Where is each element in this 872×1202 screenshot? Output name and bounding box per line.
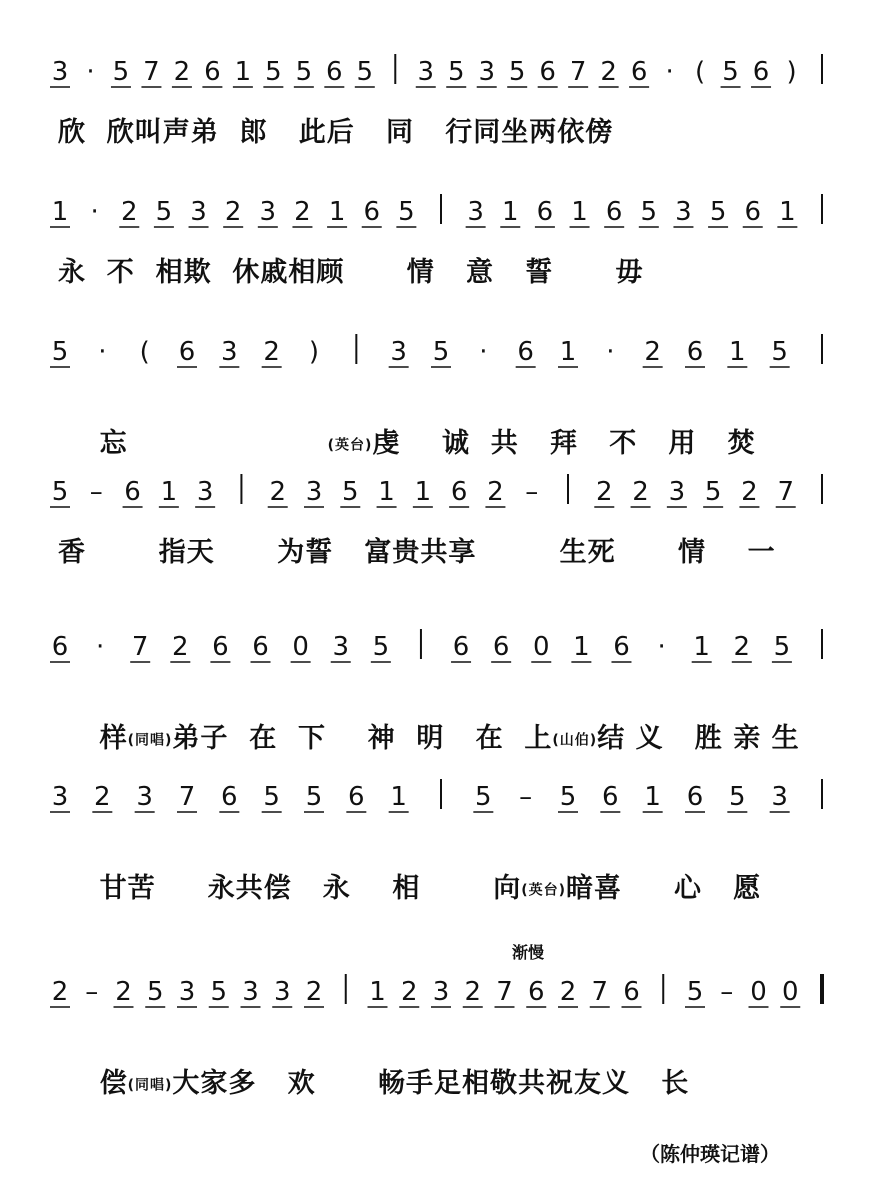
lyric-text: 甘苦 永共偿 永 相 向	[99, 873, 522, 904]
note-symbol: 2	[173, 57, 191, 87]
note-symbol: 5	[305, 782, 323, 812]
note-symbol: 1	[644, 782, 661, 812]
note-symbol: 2	[269, 477, 286, 507]
note-symbol: 6	[536, 197, 554, 227]
note-symbol: 3	[417, 57, 435, 87]
note-symbol: 6	[363, 197, 381, 227]
lyric-text: 大家多 欢 畅手足相敬共祝友义 长	[172, 1068, 690, 1099]
notation-row-5	[0, 615, 872, 675]
note-symbol: )	[308, 337, 320, 367]
note-symbol: –	[89, 477, 103, 507]
note-symbol: 2	[94, 782, 111, 812]
lyrics-row-2: 永 不 相欺 休戚相顾 情 意 誓 毋	[58, 257, 644, 288]
note-symbol: 6	[326, 57, 343, 87]
score-line-1	[0, 40, 872, 150]
note-symbol: 6	[630, 57, 648, 87]
note-symbol: 2	[51, 977, 69, 1007]
note-symbol: 7	[569, 57, 587, 87]
note-symbol: 7	[591, 977, 609, 1007]
note-symbol: 2	[294, 197, 311, 227]
note-symbol: 0	[781, 977, 799, 1007]
note-symbol: 2	[487, 477, 504, 507]
note-symbol: 3	[190, 197, 207, 227]
note-symbol: 5	[722, 57, 739, 87]
score-line-3	[0, 320, 872, 459]
note-symbol: ·	[657, 632, 666, 662]
notation-row-4	[0, 460, 872, 520]
score-line-4	[0, 460, 872, 570]
note-symbol: 1	[328, 197, 346, 227]
note-symbol: 2	[559, 977, 577, 1007]
note-symbol: 6	[221, 782, 238, 812]
note-symbol: 3	[136, 782, 153, 812]
note-symbol: 1	[559, 337, 577, 367]
note-symbol: 2	[263, 337, 280, 367]
note-symbol: 2	[400, 977, 418, 1007]
note-symbol: ·	[606, 337, 615, 367]
note-symbol: 3	[305, 477, 323, 507]
tempo-marking: 渐慢	[512, 943, 545, 962]
note-symbol: 6	[539, 57, 556, 87]
note-symbol: –	[720, 977, 734, 1007]
note-symbol: (	[695, 57, 706, 87]
note-symbol: 6	[752, 57, 770, 87]
note-symbol: 7	[178, 782, 196, 812]
note-symbol: 3	[675, 197, 692, 227]
note-symbol: 2	[305, 977, 323, 1007]
note-symbol: 3	[196, 477, 214, 507]
note-symbol: 6	[252, 632, 269, 662]
note-symbol: 3	[221, 337, 238, 367]
score-line-7	[0, 960, 872, 1099]
lyrics-row-7	[58, 1030, 689, 1131]
note-symbol: 3	[332, 632, 350, 662]
transcriber-credit: （陈仲瑛记谱）	[640, 1142, 780, 1166]
note-symbol: 3	[51, 57, 69, 87]
note-symbol: 6	[348, 782, 365, 812]
lyric-text: 虔 诚 共 拜 不 用 焚	[372, 428, 756, 459]
note-symbol: 3	[771, 782, 788, 812]
note-symbol: 3	[273, 977, 291, 1007]
note-symbol: 5	[773, 632, 791, 662]
note-symbol: 5	[432, 337, 450, 367]
role-label: (英台)	[521, 882, 567, 899]
note-symbol: 6	[602, 782, 619, 812]
note-symbol: 6	[686, 782, 704, 812]
note-symbol: ·	[95, 632, 105, 662]
note-symbol: 5	[372, 632, 390, 662]
note-symbol: ·	[98, 337, 107, 367]
note-symbol: 3	[178, 977, 196, 1007]
notation-row-1	[0, 40, 872, 100]
lyrics-row-1: 欣 欣叫声弟 郎 此后 同 行同坐两依傍	[58, 117, 614, 148]
lyric-text: 结 义 胜 亲 生	[597, 723, 800, 754]
note-symbol: 3	[668, 477, 686, 507]
note-symbol: 5	[146, 977, 164, 1007]
note-symbol: 6	[450, 477, 468, 507]
note-symbol: 2	[464, 977, 482, 1007]
note-symbol: 7	[143, 57, 160, 87]
note-symbol: 3	[478, 57, 495, 87]
note-symbol: 5	[356, 57, 374, 87]
note-symbol: 2	[632, 477, 649, 507]
note-symbol: ·	[665, 57, 674, 87]
note-symbol: 6	[212, 632, 229, 662]
note-symbol: 5	[704, 477, 722, 507]
note-symbol: 1	[729, 337, 746, 367]
note-symbol: 1	[234, 57, 252, 87]
note-symbol: 6	[623, 977, 640, 1007]
note-symbol: 5	[51, 337, 69, 367]
note-symbol: )	[786, 57, 797, 87]
note-symbol: 0	[292, 632, 309, 662]
score-line-5	[0, 615, 872, 754]
note-symbol: 1	[693, 632, 710, 662]
note-symbol: 6	[613, 632, 630, 662]
note-symbol: 1	[51, 197, 69, 227]
note-symbol: 7	[496, 977, 513, 1007]
note-symbol: 2	[644, 337, 661, 367]
note-symbol: 5	[508, 57, 526, 87]
note-symbol: 1	[378, 477, 395, 507]
note-symbol: 3	[467, 197, 484, 227]
note-symbol: 5	[447, 57, 465, 87]
note-symbol: 6	[492, 632, 510, 662]
note-symbol: 6	[605, 197, 623, 227]
note-symbol: 2	[596, 477, 613, 507]
note-symbol: 3	[242, 977, 259, 1007]
note-symbol: 3	[390, 337, 407, 367]
note-symbol: –	[525, 477, 539, 507]
role-label: (同唱)	[127, 1077, 173, 1094]
notation-row-6	[0, 765, 872, 825]
note-symbol: 7	[131, 632, 149, 662]
note-symbol: 7	[777, 477, 794, 507]
note-symbol: 5	[210, 977, 228, 1007]
lyric-word: 忘	[99, 428, 128, 459]
note-symbol: 6	[744, 197, 762, 227]
note-symbol: 0	[532, 632, 550, 662]
role-label: (英台)	[327, 437, 373, 454]
lyric-word: 偿	[99, 1068, 128, 1099]
note-symbol: 1	[369, 977, 386, 1007]
note-symbol: 1	[390, 782, 407, 812]
note-symbol: 3	[432, 977, 450, 1007]
note-symbol: 5	[686, 977, 704, 1007]
note-symbol: 1	[160, 477, 178, 507]
note-symbol: 6	[452, 632, 470, 662]
note-symbol: 5	[640, 197, 658, 227]
note-symbol: 5	[155, 197, 173, 227]
note-symbol: 5	[263, 782, 280, 812]
note-symbol: 2	[224, 197, 242, 227]
notation-row-2	[0, 180, 872, 240]
note-symbol: –	[519, 782, 533, 812]
note-symbol: 5	[709, 197, 727, 227]
note-symbol: 5	[51, 477, 69, 507]
note-symbol: 5	[729, 782, 746, 812]
note-symbol: 2	[115, 977, 132, 1007]
notation-row-7	[0, 960, 872, 1020]
note-symbol: 1	[414, 477, 432, 507]
note-symbol: (	[139, 337, 150, 367]
note-symbol: 5	[398, 197, 415, 227]
note-symbol: 1	[501, 197, 519, 227]
score-line-2	[0, 180, 872, 290]
role-label: (同唱)	[127, 732, 173, 749]
note-symbol: 6	[51, 632, 69, 662]
note-symbol: 6	[178, 337, 196, 367]
note-symbol: 5	[295, 57, 313, 87]
note-symbol: 6	[527, 977, 545, 1007]
note-symbol: 2	[120, 197, 138, 227]
lyric-text: 暗喜 心 愿	[566, 873, 762, 904]
note-symbol: 5	[112, 57, 130, 87]
note-symbol: 1	[571, 197, 588, 227]
note-symbol: 3	[51, 782, 69, 812]
note-symbol: 5	[475, 782, 492, 812]
note-symbol: 1	[779, 197, 796, 227]
note-symbol: 5	[342, 477, 359, 507]
note-symbol: 2	[733, 632, 751, 662]
note-symbol: 5	[559, 782, 577, 812]
note-symbol: 6	[686, 337, 704, 367]
lyric-word: 样	[99, 723, 128, 754]
note-symbol: 2	[600, 57, 617, 87]
note-symbol: 5	[265, 57, 282, 87]
note-symbol: 6	[517, 337, 534, 367]
note-symbol: 2	[172, 632, 189, 662]
note-symbol: ·	[479, 337, 488, 367]
score-line-6	[0, 765, 872, 904]
note-symbol: 5	[771, 337, 788, 367]
note-symbol: 6	[204, 57, 221, 87]
note-symbol: ·	[86, 57, 95, 87]
note-symbol: 6	[124, 477, 141, 507]
lyric-text: 弟子 在 下 神 明 在 上	[172, 723, 553, 754]
notation-row-3	[0, 320, 872, 380]
note-symbol: 0	[750, 977, 767, 1007]
note-symbol: 3	[259, 197, 277, 227]
note-symbol: –	[85, 977, 99, 1007]
note-symbol: ·	[90, 197, 99, 227]
lyrics-row-6	[58, 835, 761, 936]
lyrics-row-4: 香 指天 为誓 富贵共享 生死 情 一	[58, 537, 776, 568]
role-label: (山伯)	[552, 732, 598, 749]
note-symbol: 1	[573, 632, 590, 662]
note-symbol: 2	[741, 477, 758, 507]
